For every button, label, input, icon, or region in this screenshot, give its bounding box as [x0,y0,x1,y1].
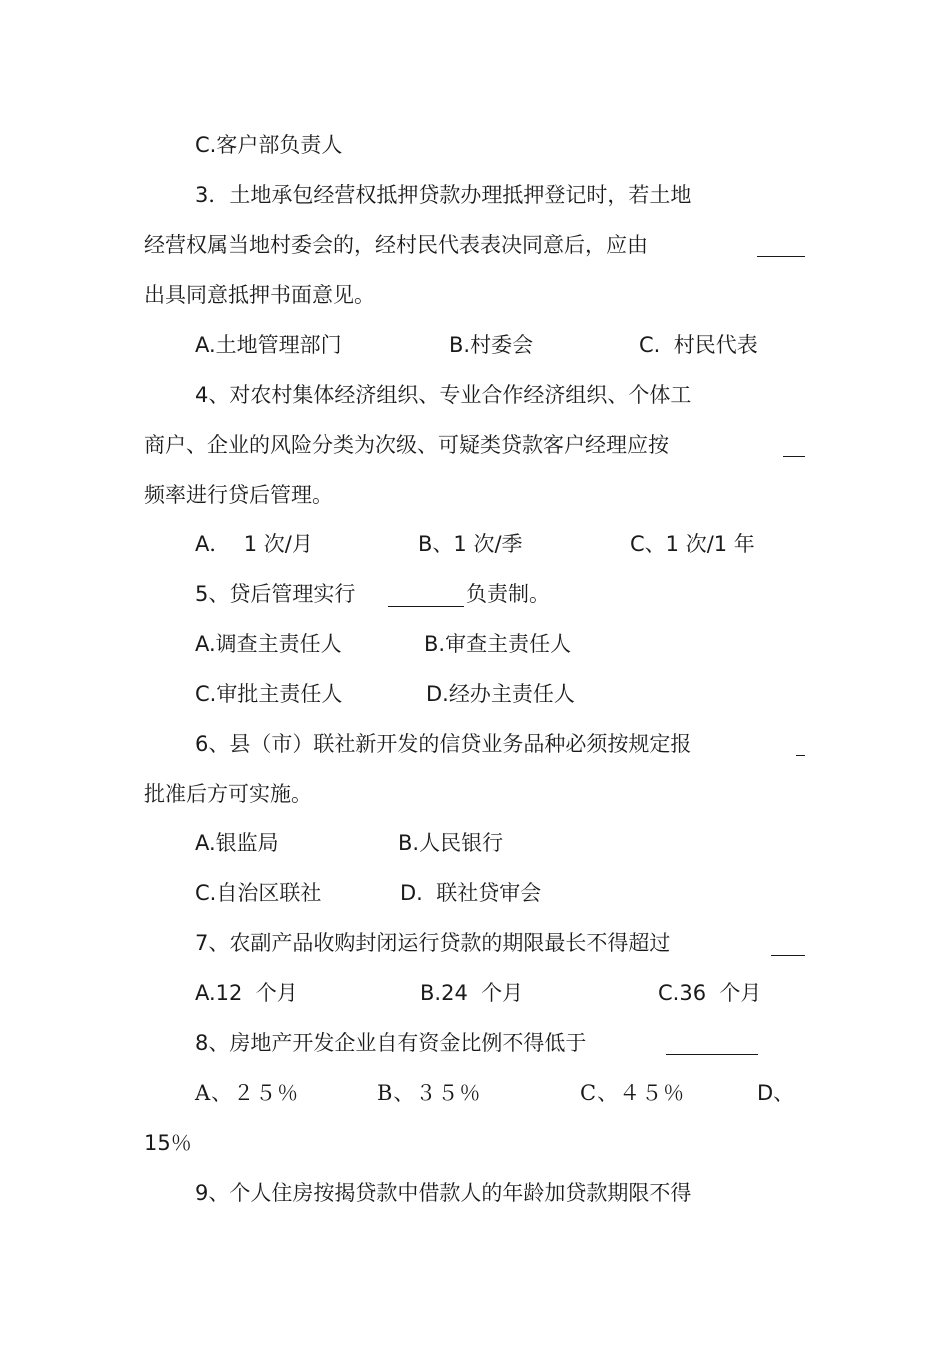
q9-stem-line1: 9、个人住房按揭贷款中借款人的年龄加贷款期限不得 [195,1181,692,1205]
q6-option-d: D. 联社贷审会 [400,881,542,905]
q5-answer-blank [388,606,464,607]
q5-stem-before: 5、贷后管理实行 [195,582,356,606]
q4-option-a: A． 1 次/月 [195,532,313,556]
q5-option-a: A.调查主责任人 [195,632,342,656]
q7-option-b: B.24 个月 [420,981,524,1005]
q6-answer-blank [796,755,805,756]
q7-option-a: A.12 个月 [195,981,298,1005]
q8-answer-blank [666,1054,758,1055]
q5-option-d: D.经办主责任人 [426,682,575,706]
q4-option-c: C、1 次/1 年 [630,532,755,556]
q3-stem-line1: 3．土地承包经营权抵押贷款办理抵押登记时，若土地 [195,183,692,207]
q8-option-b: B、３５％ [377,1081,482,1105]
q6-stem-line1: 6、县（市）联社新开发的信贷业务品种必须按规定报 [195,732,692,756]
q7-answer-blank [771,955,805,956]
q6-stem-line2: 批准后方可实施。 [144,782,312,806]
q8-option-d-part1: D、 [757,1081,795,1105]
q3-stem-line2: 经营权属当地村委会的，经村民代表表决同意后，应由 [144,233,648,257]
q8-stem-line1: 8、房地产开发企业自有资金比例不得低于 [195,1031,587,1055]
q5-option-c: C.审批主责任人 [195,682,343,706]
q5-option-b: B.审查主责任人 [424,632,572,656]
q7-option-c: C.36 个月 [658,981,762,1005]
q6-option-c: C.自治区联社 [195,881,322,905]
q3-option-c: C. 村民代表 [639,333,758,357]
q4-answer-blank [783,456,805,457]
q5-stem-after: 负责制。 [466,582,550,606]
q4-stem-line1: 4、对农村集体经济组织、专业合作经济组织、个体工 [195,383,692,407]
q3-stem-line3: 出具同意抵押书面意见。 [144,283,375,307]
q7-stem-line1: 7、农副产品收购封闭运行贷款的期限最长不得超过 [195,931,671,955]
q8-option-c: C、４５％ [580,1081,686,1105]
q3-option-b: B.村委会 [449,333,534,357]
q2-option-c: C.客户部负责人 [195,133,343,157]
q4-option-b: B、1 次/季 [418,532,523,556]
q6-option-b: B.人民银行 [398,831,504,855]
q8-option-d-part2: 15％ [144,1131,192,1155]
q3-answer-blank [757,256,805,257]
q6-option-a: A.银监局 [195,831,279,855]
q4-stem-line2: 商户、企业的风险分类为次级、可疑类贷款客户经理应按 [144,433,669,457]
q8-option-a: A、２５％ [195,1081,300,1105]
q4-stem-line3: 频率进行贷后管理。 [144,483,333,507]
q3-option-a: A.土地管理部门 [195,333,342,357]
